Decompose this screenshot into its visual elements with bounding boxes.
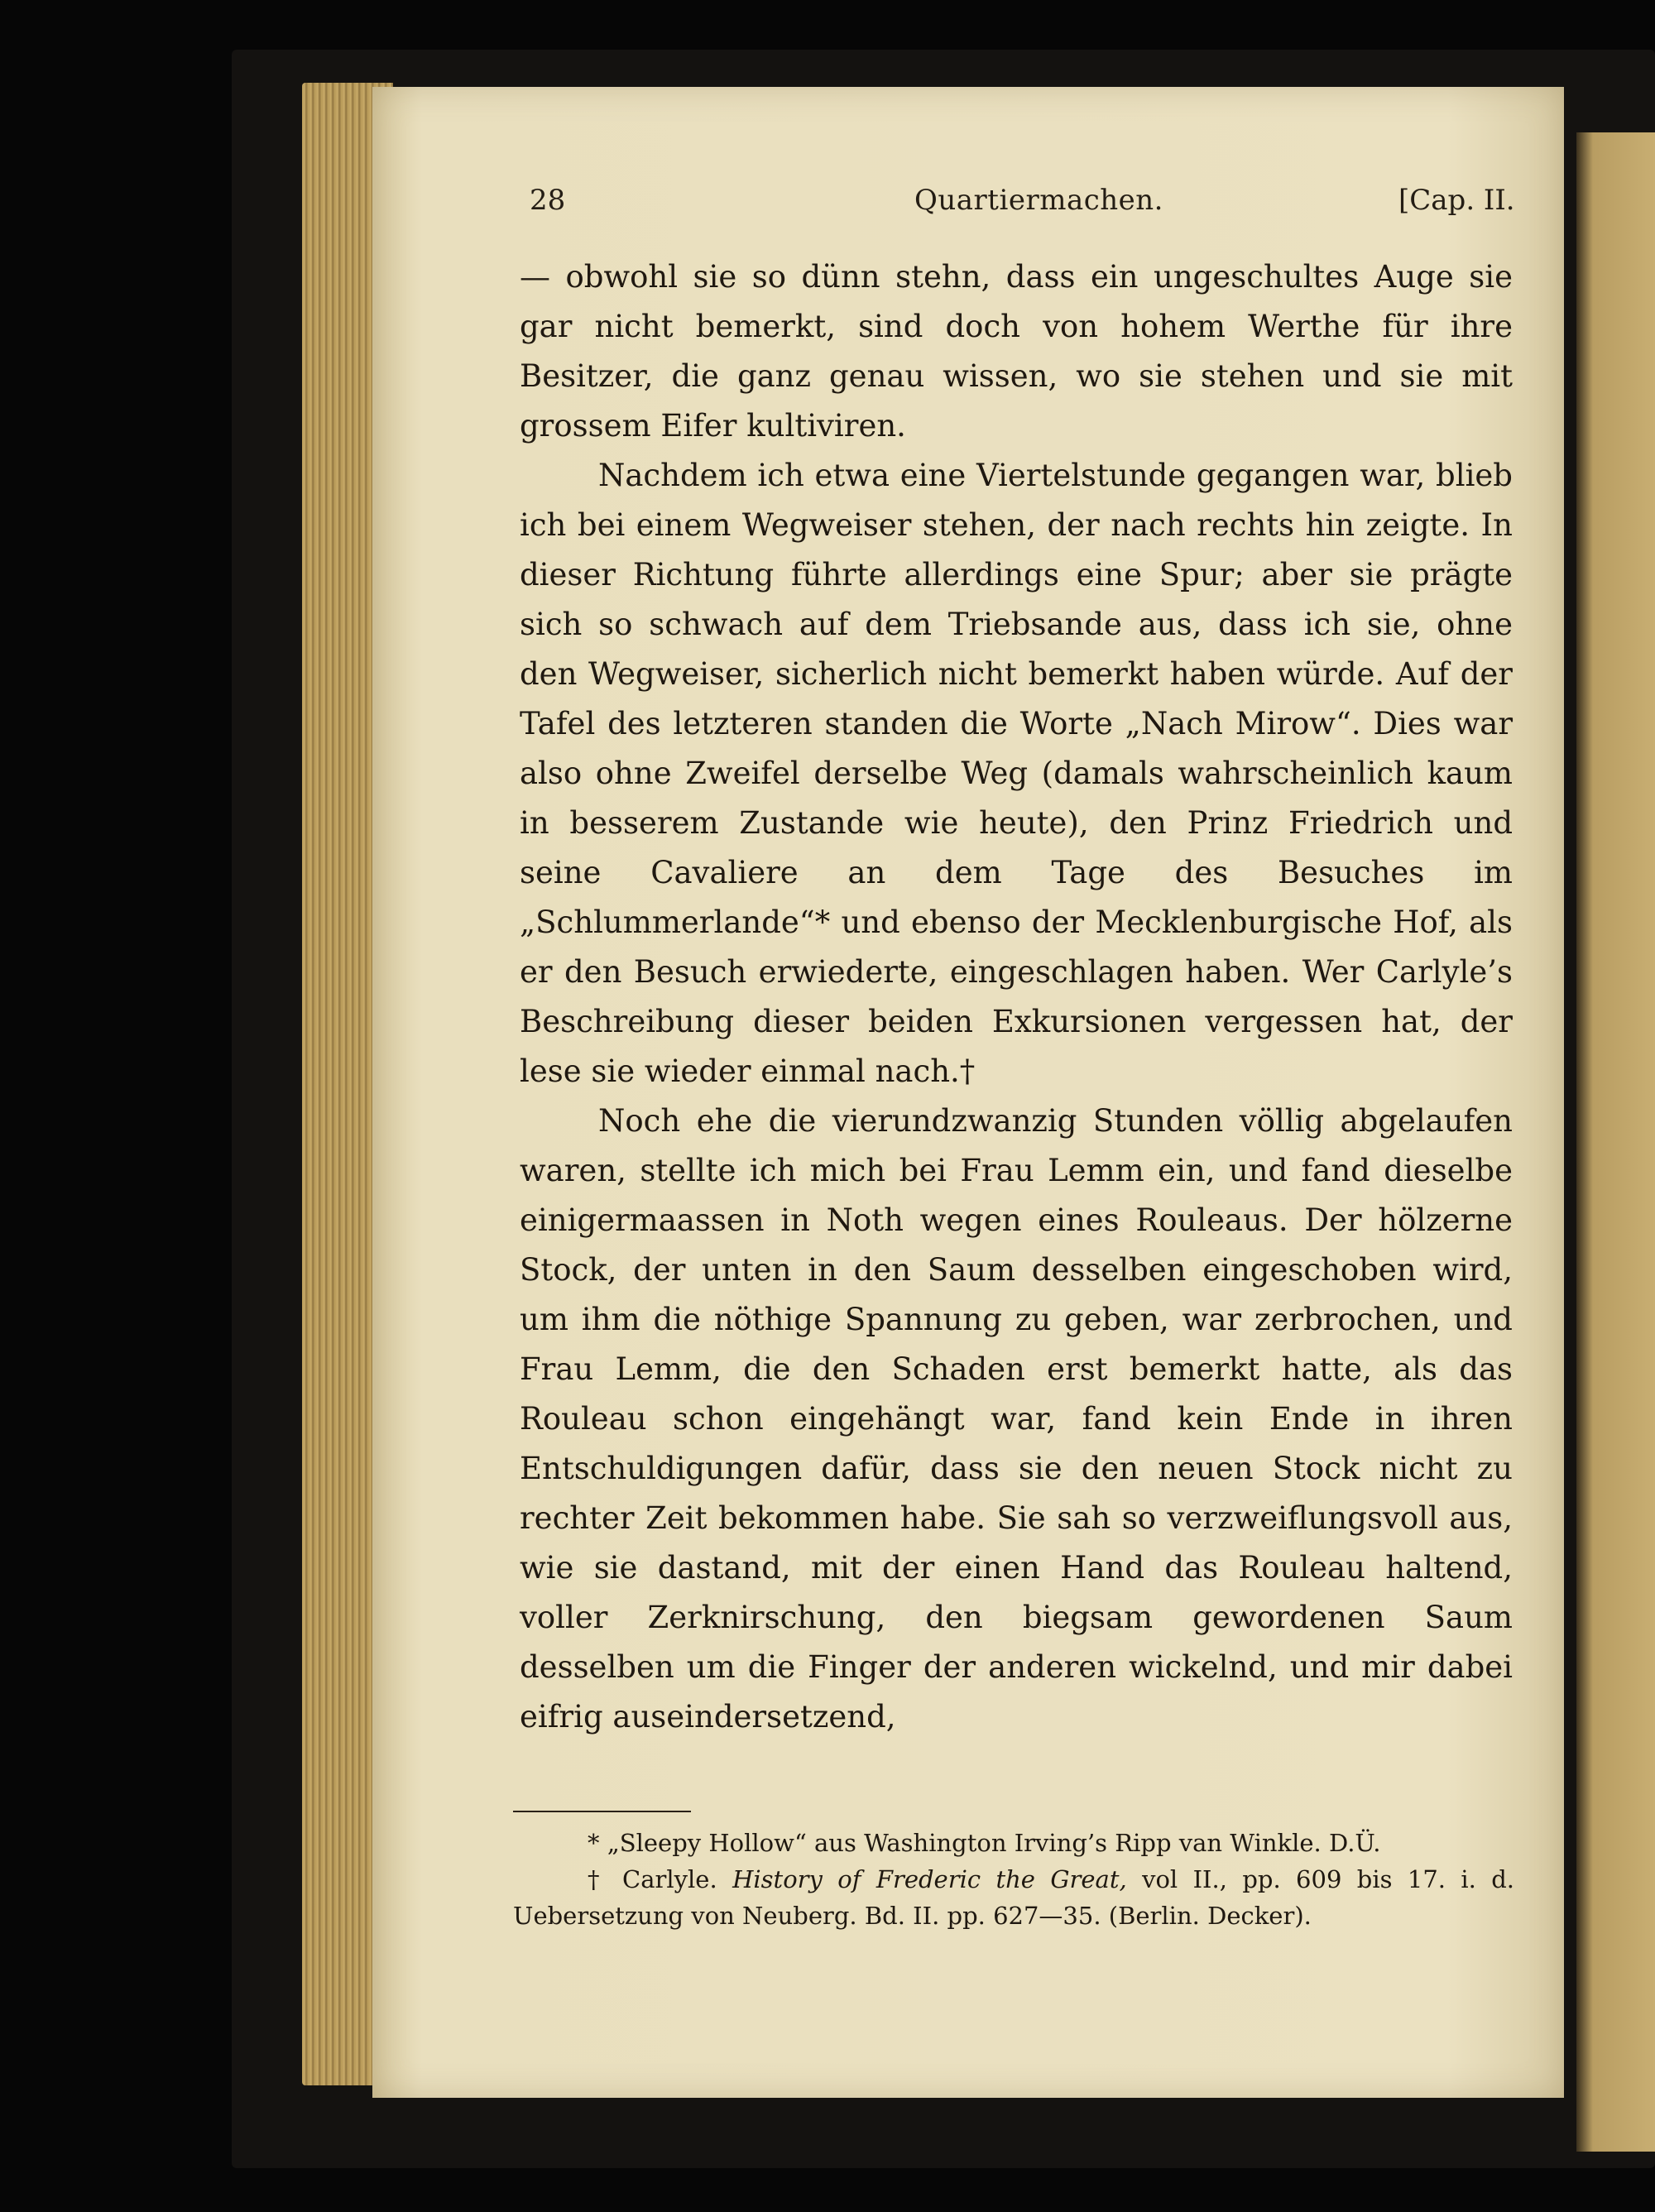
footnote-2-suffix: vol II., pp. 609 bis 17. i. d. Uebersetzung von Neuberg. Bd. II. pp. 627—35. (Berlin. Decker). <box>513 1865 1515 1930</box>
footnote-2-book-title: History of Frederic the Great, <box>732 1865 1127 1893</box>
paragraph: Noch ehe die vierundzwanzig Stunden völlig abgelaufen waren, stellte ich mich bei Frau Lemm ein, und fand dieselbe einigermaassen in Noth wegen eines Rouleaus. Der hölzerne Stock, der unten in den Saum desselben eingeschoben wird, um ihm die nöthige Spannung zu geben, war zerbrochen, und Frau Lemm, die den Schaden erst bemerkt hatte, als das Rouleau schon eingehängt war, fand kein Ende in ihren Entschuldigungen dafür, dass sie den neuen Stock nicht zu rechter Zeit bekommen habe. Sie sah so verzweiflungsvoll aus, wie sie dastand, mit der einen Hand das Rouleau haltend, voller Zerknirschung, den biegsam gewordenen Saum desselben um die Finger der anderen wickelnd, und mir dabei eifrig auseindersetzend, <box>520 1103 1513 1735</box>
footnote-2-prefix: † Carlyle. <box>588 1865 717 1893</box>
facing-page-edge <box>1576 132 1655 2152</box>
paragraph: Nachdem ich etwa eine Viertelstunde gegangen war, blieb ich bei einem Wegweiser stehen, der nach rechts hin zeigte. In dieser Richtung führte allerdings eine Spur; aber sie prägte sich so schwach auf dem Triebsande aus, dass ich sie, ohne den Wegweiser, sicherlich nicht bemerkt haben würde. Auf der Tafel des letzteren standen die Worte „Nach Mirow“. Dies war also ohne Zweifel derselbe Weg (damals wahrscheinlich kaum in besserem Zustande wie heute), den Prinz Friedrich und seine Cavaliere an dem Tage des Besuches im „Schlummerlande“* und ebenso der Mecklenburgische Hof, als er den Besuch erwiederte, eingeschlagen haben. Wer Carlyle’s Beschreibung dieser beiden Exkursionen vergessen hat, der lese sie wieder einmal nach.† <box>520 458 1513 1089</box>
chapter-label: [Cap. II. <box>1398 184 1515 217</box>
footnote-1: * „Sleepy Hollow“ aus Washington Irving’s Ripp van Winkle. D.Ü. <box>588 1829 1381 1857</box>
footnote-rule <box>513 1811 691 1812</box>
running-title: Quartiermachen. <box>914 184 1163 217</box>
page-number: 28 <box>530 184 566 217</box>
paragraph: — obwohl sie so dünn stehn, dass ein ungeschultes Auge sie gar nicht bemerkt, sind doch von hohem Werthe für ihre Besitzer, die ganz genau wissen, wo sie stehen und sie mit grossem Eifer kultiviren. <box>520 259 1513 444</box>
footnotes <box>513 1825 1514 1934</box>
footnote-2 <box>513 1861 1514 1934</box>
running-header <box>530 184 1523 233</box>
body-text <box>520 252 1513 1742</box>
